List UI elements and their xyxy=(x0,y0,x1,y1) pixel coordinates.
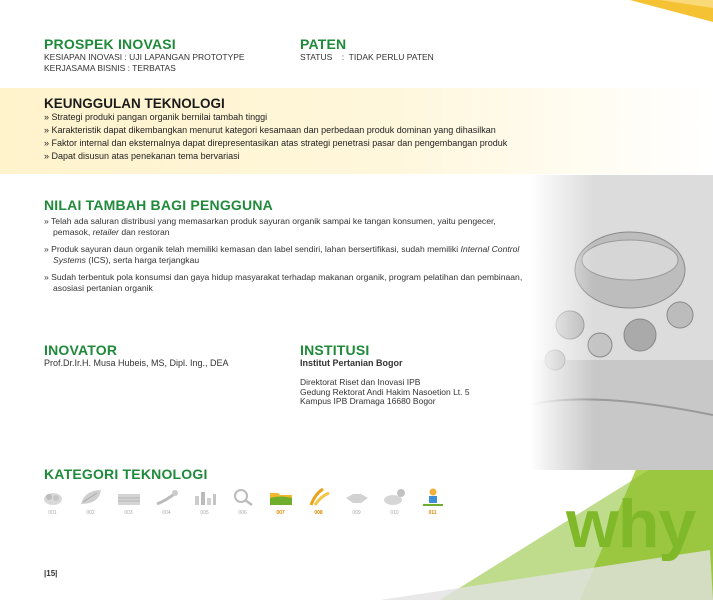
nilai-item: » Sudah terbentuk pola konsumsi dan gaya hidup masyarakat terhadap makanan organik, program pelatihan dan pembinaan, asosiasi pertanian organik xyxy=(44,272,523,293)
institusi-address-line: Direktorat Riset dan Inovasi IPB xyxy=(300,377,421,387)
keunggulan-item: » Dapat disusun atas penekanan tema bervariasi xyxy=(44,151,240,161)
institusi-name: Institut Pertanian Bogor xyxy=(300,358,403,368)
institusi-address-line: Gedung Rektorat Andi Hakim Nasoetion Lt. 5 xyxy=(300,386,470,397)
kategori-item: 007 xyxy=(266,486,295,516)
keunggulan-section xyxy=(44,96,507,163)
seed-icon xyxy=(39,486,67,508)
nilai-item: » Telah ada saluran distribusi yang memasarkan produk sayuran organik sampai ke tangan konsumen, yaitu pengecer, pemasok, retailer dan restoran xyxy=(44,216,496,237)
paten-section xyxy=(300,36,434,63)
inovator-section xyxy=(44,342,229,369)
why-text: why xyxy=(566,486,696,562)
kategori-item: 010 xyxy=(380,486,409,516)
magnifier-icon xyxy=(229,486,257,508)
kategori-title: KATEGORI TEKNOLOGI xyxy=(44,466,208,482)
inovator-name: Prof.Dr.Ir.H. Musa Hubeis, MS, Dipl. Ing., DEA xyxy=(44,358,229,368)
page-number: |15| xyxy=(44,569,58,578)
institusi-address-line: Kampus IPB Dramaga 16680 Bogor xyxy=(300,396,436,406)
inovator-title: INOVATOR xyxy=(44,342,118,358)
prospek-section xyxy=(44,36,245,74)
kategori-item: 004 xyxy=(152,486,181,516)
institusi-section xyxy=(300,342,470,407)
paten-status: STATUS : TIDAK PERLU PATEN xyxy=(300,52,434,62)
city-icon xyxy=(191,486,219,508)
vegetable-basket-illustration xyxy=(530,175,713,470)
institusi-title: INSTITUSI xyxy=(300,342,370,358)
paten-title: PATEN xyxy=(300,36,347,52)
kategori-icons xyxy=(38,486,447,516)
gear-cloud-icon xyxy=(381,486,409,508)
grain-icon xyxy=(305,486,333,508)
kategori-item: 008 xyxy=(304,486,333,516)
kategori-item: 011 xyxy=(418,486,447,516)
corner-stripes-decoration xyxy=(560,0,713,40)
keunggulan-item: » Faktor internal dan eksternalnya dapat direpresentasikan atas strategi penetrasi pasar dan pengembangan produk xyxy=(44,138,508,148)
keunggulan-item: » Karakteristik dapat dikembangkan menurut kategori kesamaan dan perbedaan produk dominan yang dihasilkan xyxy=(44,125,496,135)
nilai-section xyxy=(44,197,534,300)
kategori-item: 006 xyxy=(228,486,257,516)
keunggulan-title: KEUNGGULAN TEKNOLOGI xyxy=(44,96,225,111)
kategori-item: 002 xyxy=(76,486,105,516)
folder-icon xyxy=(267,486,295,508)
person-icon xyxy=(419,486,447,508)
kategori-item: 005 xyxy=(190,486,219,516)
kategori-item: 003 xyxy=(114,486,143,516)
prospek-title: PROSPEK INOVASI xyxy=(44,36,176,52)
field-icon xyxy=(115,486,143,508)
nilai-item: » Produk sayuran daun organik telah memiliki kemasan dan label sendiri, lahan bersertifikasi, sudah memiliki Internal Control Systems (ICS), serta harga terjangkau xyxy=(44,244,520,265)
prospek-kesiapan: KESIAPAN INOVASI : UJI LAPANGAN PROTOTYPE xyxy=(44,52,245,62)
prospek-kerjasama: KERJASAMA BISNIS : TERBATAS xyxy=(44,63,176,73)
leaf-icon xyxy=(77,486,105,508)
nilai-title: NILAI TAMBAH BAGI PENGGUNA xyxy=(44,197,273,213)
kategori-item: 001 xyxy=(38,486,67,516)
plant-icon xyxy=(153,486,181,508)
keunggulan-item: » Strategi produki pangan organik bernilai tambah tinggi xyxy=(44,112,268,122)
kategori-item: 009 xyxy=(342,486,371,516)
handshake-icon xyxy=(343,486,371,508)
